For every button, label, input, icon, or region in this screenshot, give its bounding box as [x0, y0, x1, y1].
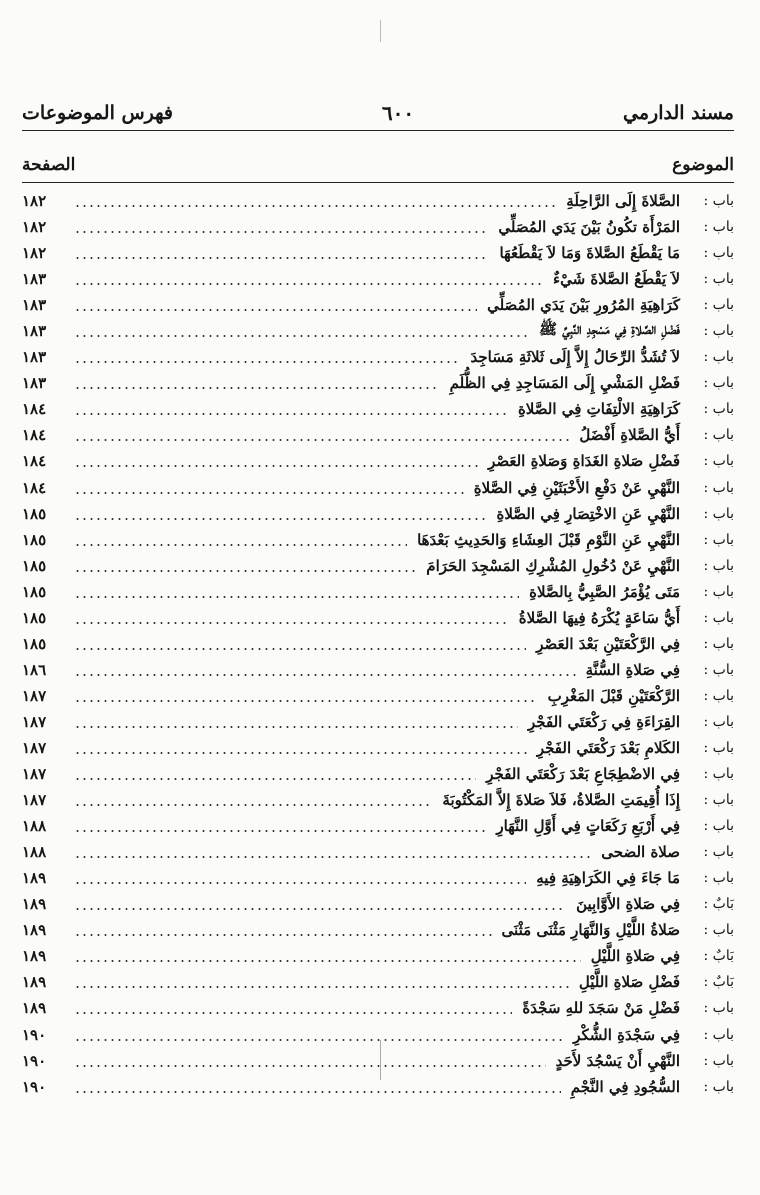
- binding-mark: [380, 1040, 381, 1080]
- entry-label: باب :: [703, 922, 734, 939]
- entry-page-number: ١٨٤: [22, 400, 47, 419]
- entry-label: باب :: [703, 1026, 734, 1043]
- entry-page-number: ١٨٦: [22, 660, 47, 679]
- toc-entry: [22, 891, 734, 917]
- entry-page-number: ١٨٨: [22, 817, 47, 836]
- dot-leader: [74, 856, 591, 858]
- dot-leader: [74, 778, 476, 780]
- entry-label: باب :: [703, 740, 734, 756]
- dot-leader: [74, 413, 508, 415]
- entry-page-number: ١٨٣: [22, 374, 47, 393]
- toc-entry: [22, 657, 734, 683]
- toc-entry: [22, 318, 734, 344]
- entry-title: مَا يَقْطَعُ الصَّلاةَ وَمَا لاَ يَقْطَعُهَا: [499, 244, 680, 263]
- toc-entry: [22, 188, 734, 214]
- entry-page-number: ١٨٤: [22, 452, 47, 471]
- toc-entry: [22, 266, 734, 292]
- book-title: مسند الدارمي: [623, 102, 734, 124]
- topic-column-header: الموضوع: [672, 155, 734, 175]
- toc-entry: [22, 995, 734, 1021]
- entry-page-number: ١٨٩: [22, 895, 47, 914]
- entry-page-number: ١٨٢: [22, 218, 47, 237]
- dot-leader: [74, 908, 566, 910]
- toc-entry: [22, 370, 734, 396]
- entry-title: كَرَاهِيَةِ الالْتِفَاتِ فِي الصَّلاةِ: [517, 400, 680, 419]
- dot-leader: [74, 1091, 561, 1093]
- toc-entry: [22, 501, 734, 527]
- entry-title: فِي صَلاةِ السُّنَّةِ: [585, 660, 680, 679]
- entry-title: صَلاةُ اللَّيْلِ وَالنَّهَارِ مَثْنَى مَثْنَى: [501, 921, 680, 940]
- section-title: فهرس الموضوعات: [22, 102, 173, 124]
- toc-entry: [22, 917, 734, 943]
- dot-leader: [74, 492, 464, 494]
- dot-leader: [74, 960, 581, 962]
- entry-page-number: ١٨٧: [22, 739, 47, 757]
- entry-title: الصَّلاةَ إِلَى الرَّاحِلَةِ: [566, 192, 680, 211]
- entry-title: فَضْلِ صَلاةِ الغَدَاةِ وَصَلاةِ العَصْرِ: [488, 452, 680, 471]
- entry-label: باب :: [703, 1000, 734, 1017]
- dot-leader: [74, 544, 407, 546]
- entry-title: فِي أَرْبَعِ رَكَعَاتٍ فِي أَوَّلِ النَّهَارِ: [496, 817, 680, 836]
- running-header: [22, 96, 734, 131]
- entry-title: فَضْلِ مَنْ سَجَدَ للهِ سَجْدَةً: [522, 999, 680, 1018]
- dot-leader: [74, 700, 538, 702]
- entry-page-number: ١٨٥: [22, 608, 47, 627]
- toc-entry: [22, 1048, 734, 1074]
- entry-label: باب :: [703, 661, 734, 678]
- dot-leader: [74, 309, 477, 311]
- dot-leader: [74, 596, 519, 598]
- entry-label: باب :: [703, 479, 734, 496]
- dot-leader: [74, 726, 518, 728]
- dot-leader: [74, 752, 527, 754]
- toc-entry: [22, 787, 734, 813]
- dot-leader: [74, 830, 486, 832]
- entry-label: باب :: [703, 401, 734, 418]
- entry-title: كَرَاهِيَةِ المُرُورِ بَيْنَ يَدَي المُصَلِّي: [487, 296, 680, 315]
- toc-entry: [22, 709, 734, 735]
- dot-leader: [74, 1065, 546, 1067]
- entry-label: باب :: [703, 609, 734, 626]
- dot-leader: [74, 622, 509, 624]
- entry-label: باب :: [703, 453, 734, 470]
- entry-page-number: ١٨٥: [22, 504, 47, 523]
- dot-leader: [74, 387, 440, 389]
- entry-label: باب :: [703, 583, 734, 600]
- entry-page-number: ١٨٧: [22, 686, 47, 705]
- entry-page-number: ١٨٥: [22, 530, 47, 549]
- entry-page-number: ١٨٩: [22, 947, 47, 966]
- toc-entry: [22, 553, 734, 579]
- entry-page-number: ١٩٠: [22, 1051, 47, 1070]
- dot-leader: [74, 986, 569, 988]
- entry-label: باب :: [703, 792, 734, 809]
- dot-leader: [74, 1039, 563, 1041]
- toc-entry: [22, 943, 734, 969]
- dot-leader: [74, 1012, 512, 1014]
- toc-entry: [22, 683, 734, 709]
- entry-page-number: ١٩٠: [22, 1025, 47, 1044]
- entry-title: لاَ يَقْطَعُ الصَّلاةَ شَيْءٌ: [553, 270, 680, 289]
- entry-title: النَّهْيِ عَنْ دُخُولِ المُشْرِكِ المَسْجِدَ الحَرَامَ: [426, 556, 680, 575]
- dot-leader: [74, 882, 526, 884]
- dot-leader: [74, 361, 460, 363]
- entry-page-number: ١٨٥: [22, 634, 47, 653]
- dot-leader: [74, 465, 478, 467]
- entry-title: أَيُّ سَاعَةٍ يُكْرَهُ فِيهَا الصَّلاةُ: [518, 608, 680, 627]
- entry-label: باب :: [703, 505, 734, 522]
- entry-title: السُّجُودِ فِي النَّجْمِ: [570, 1077, 680, 1096]
- entry-title: أَيُّ الصَّلاةِ أَفْضَلُ: [579, 426, 680, 445]
- entry-page-number: ١٨٩: [22, 973, 47, 992]
- entry-title: فِي الرَّكْعَتَيْنِ بَعْدَ العَصْرِ: [536, 634, 680, 653]
- toc-entry: [22, 969, 734, 995]
- page-column-header: الصفحة: [22, 155, 76, 175]
- dot-leader: [74, 205, 556, 207]
- toc-entry: [22, 813, 734, 839]
- entry-page-number: ١٨٣: [22, 348, 47, 367]
- entry-label: باب :: [703, 297, 734, 314]
- toc-entry: [22, 735, 734, 761]
- dot-leader: [74, 570, 416, 572]
- entry-page-number: ١٨٤: [22, 478, 47, 497]
- toc-entry: [22, 1022, 734, 1048]
- dot-leader: [74, 934, 492, 936]
- entry-label: بَابٌ :: [703, 974, 734, 991]
- entry-label: باب :: [703, 557, 734, 574]
- entry-title: فَضْلِ المَشْيِ إِلَى المَسَاجِدِ فِي الظُّلَمِ: [449, 374, 680, 393]
- entry-page-number: ١٨٧: [22, 765, 47, 784]
- entry-page-number: ١٨٢: [22, 244, 47, 263]
- toc-list: [22, 188, 734, 1100]
- toc-entry: [22, 422, 734, 448]
- dot-leader: [74, 439, 569, 441]
- entry-page-number: ١٨٢: [22, 192, 47, 211]
- entry-page-number: ١٨٩: [22, 869, 47, 888]
- entry-page-number: ١٨٩: [22, 921, 47, 940]
- entry-label: باب :: [703, 687, 734, 704]
- entry-page-number: ١٨٥: [22, 556, 47, 575]
- entry-page-number: ١٨٥: [22, 582, 47, 601]
- entry-label: باب :: [703, 766, 734, 783]
- dot-leader: [74, 804, 432, 806]
- entry-label: باب :: [703, 427, 734, 444]
- entry-title: فِي الاضْطِجَاعِ بَعْدَ رَكْعَتَي الفَجْرِ: [486, 765, 680, 784]
- entry-label: باب :: [703, 193, 734, 210]
- entry-title: فَضْلِ الصَّلاةِ فِي مَسْجِدِ النَّبِيِّ ﷺ: [538, 320, 680, 339]
- toc-entry: [22, 214, 734, 240]
- toc-entry: [22, 865, 734, 891]
- entry-label: بَابٌ :: [703, 948, 734, 965]
- dot-leader: [74, 518, 486, 520]
- dot-leader: [74, 335, 529, 337]
- entry-title: المَرْأَة تكُونُ بَيْنَ يَدَي المُصَلِّي: [498, 218, 680, 237]
- dot-leader: [74, 674, 576, 676]
- entry-label: باب :: [703, 1052, 734, 1069]
- entry-title: النَّهْيِ عَنْ دَفْعِ الأَخْبَثَيْنِ فِي الصَّلاةِ: [473, 478, 680, 497]
- entry-title: الرَّكْعَتَيْنِ قَبْلَ المَغْرِبِ: [547, 686, 680, 705]
- entry-label: باب :: [703, 1078, 734, 1095]
- page-number: ٦٠٠: [381, 101, 415, 125]
- entry-title: النَّهْيِ عَنِ النَّوْمِ قَبْلَ العِشَاءِ وَالحَدِيثِ بَعْدَهَا: [417, 530, 680, 549]
- toc-entry: [22, 631, 734, 657]
- entry-title: مَتَى يُؤْمَرُ الصَّبِيُّ بِالصَّلاةِ: [529, 582, 680, 601]
- toc-entry: [22, 761, 734, 787]
- toc-entry: [22, 839, 734, 865]
- entry-label: باب :: [703, 870, 734, 887]
- entry-title: فَضْلِ صَلاةِ اللَّيْلِ: [578, 973, 680, 992]
- toc-entry: [22, 1074, 734, 1100]
- entry-page-number: ١٨٨: [22, 843, 47, 862]
- dot-leader: [74, 648, 526, 650]
- entry-label: باب :: [703, 635, 734, 652]
- entry-title: النَّهْيِ أَنْ يَسْجُدَ لأَحَدٍ: [555, 1051, 680, 1070]
- entry-label: باب :: [703, 713, 734, 730]
- entry-label: باب :: [703, 271, 734, 288]
- toc-entry: [22, 448, 734, 474]
- entry-title: النَّهْيِ عَنِ الاخْتِصَارِ فِي الصَّلاةِ: [496, 504, 680, 523]
- entry-title: إِذَا أُقِيمَتِ الصَّلاةُ، فَلاَ صَلاةَ إِلاَّ المَكْتُوبَةَ: [442, 791, 680, 810]
- toc-entry: [22, 475, 734, 501]
- entry-page-number: ١٨٧: [22, 712, 47, 731]
- entry-label: باب :: [703, 349, 734, 366]
- entry-label: باب :: [703, 219, 734, 236]
- toc-entry: [22, 527, 734, 553]
- entry-title: الكَلامِ بَعْدَ رَكْعَتَي الفَجْرِ: [536, 739, 680, 757]
- toc-entry: [22, 344, 734, 370]
- dot-leader: [74, 283, 543, 285]
- entry-title: فِي سَجْدَةِ الشُّكْرِ: [573, 1025, 680, 1044]
- entry-title: القِرَاءَةِ فِي رَكْعَتَي الفَجْرِ: [528, 712, 680, 731]
- entry-page-number: ١٩٠: [22, 1077, 47, 1096]
- entry-title: فِي صَلاةِ اللَّيْلِ: [590, 947, 680, 966]
- entry-page-number: ١٨٣: [22, 322, 47, 341]
- entry-page-number: ١٨٣: [22, 270, 47, 289]
- entry-page-number: ١٨٩: [22, 999, 47, 1018]
- binding-tick: [380, 20, 381, 42]
- entry-label: باب :: [703, 844, 734, 861]
- entry-label: بَابٌ :: [703, 896, 734, 913]
- toc-entry: [22, 240, 734, 266]
- entry-label: باب :: [703, 375, 734, 392]
- toc-entry: [22, 605, 734, 631]
- entry-label: باب :: [703, 245, 734, 262]
- toc-entry: [22, 396, 734, 422]
- entry-label: باب :: [703, 323, 734, 340]
- toc-entry: [22, 292, 734, 318]
- dot-leader: [74, 231, 488, 233]
- entry-title: مَا جَاءَ فِي الكَرَاهِيَةِ فِيهِ: [536, 869, 680, 888]
- entry-label: باب :: [703, 531, 734, 548]
- entry-title: صلاة الضحى: [601, 843, 680, 862]
- entry-page-number: ١٨٧: [22, 791, 47, 810]
- entry-title: لاَ تُشَدُّ الرِّحَالُ إِلاَّ إِلَى ثَلاثَةِ مَسَاجِدَ: [470, 348, 680, 367]
- entry-label: باب :: [703, 818, 734, 835]
- dot-leader: [74, 257, 489, 259]
- toc-entry: [22, 579, 734, 605]
- entry-title: فِي صَلاةِ الأَوَّابِينَ: [576, 895, 680, 914]
- column-headers: [22, 148, 734, 183]
- entry-page-number: ١٨٤: [22, 426, 47, 445]
- entry-page-number: ١٨٣: [22, 296, 47, 315]
